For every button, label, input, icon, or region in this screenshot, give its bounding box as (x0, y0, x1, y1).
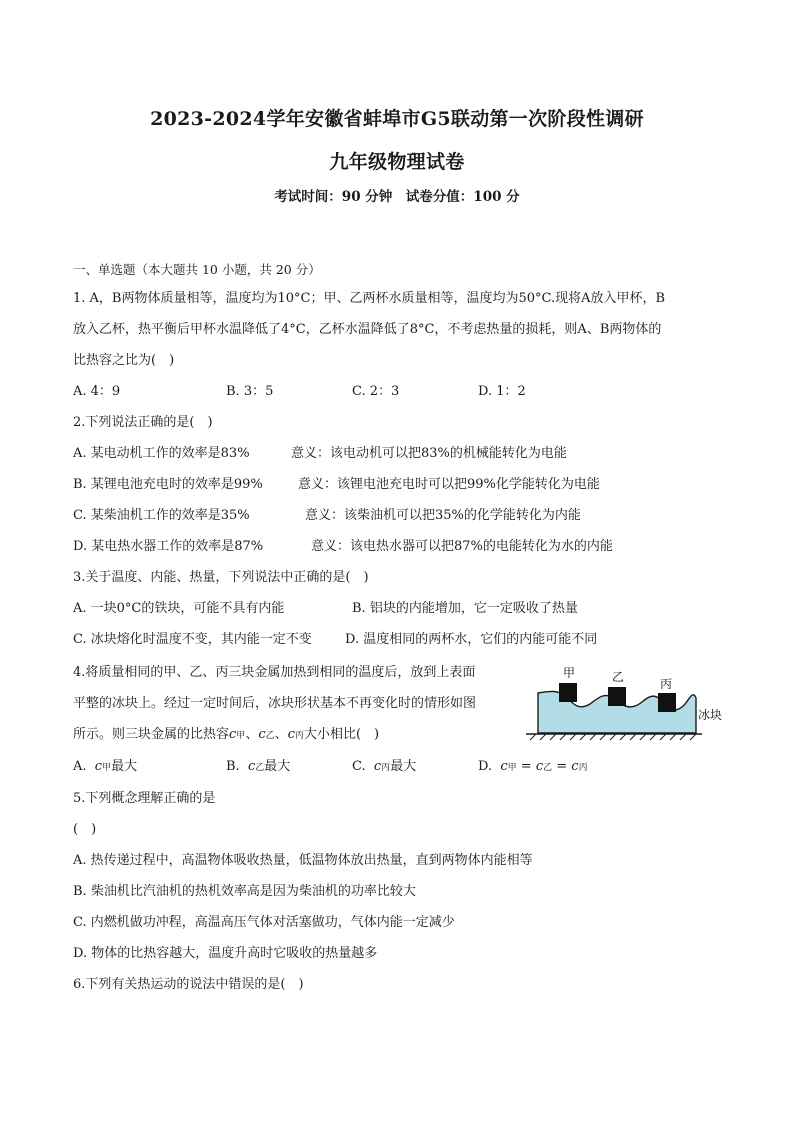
q5-option-c: C. 内燃机做功冲程，高温高压气体对活塞做功，气体内能一定减少 (73, 915, 455, 930)
q6-stem: 6.下列有关热运动的说法中错误的是( ) (73, 977, 304, 992)
ground-hatch (530, 734, 696, 740)
q1-line-3: 比热容之比为( ) (73, 353, 175, 368)
metal-block-bing (658, 693, 676, 712)
exam-subtitle: 九年级物理试卷 (329, 151, 465, 173)
q4-line-3: 所示。则三块金属的比热容c甲、c乙、c丙大小相比( ) (73, 727, 380, 742)
q4-option-a: A. c甲最大 (73, 759, 138, 774)
metal-block-jia (559, 683, 577, 702)
q2-option-d-meaning: 意义：该电热水器可以把87%的电能转化为水的内能 (311, 539, 613, 554)
q5-paren: ( ) (73, 822, 97, 837)
label-jia: 甲 (563, 666, 576, 680)
q2-option-c-meaning: 意义：该柴油机可以把35%的化学能转化为内能 (305, 508, 581, 523)
q2-stem: 2.下列说法正确的是( ) (73, 415, 213, 430)
q5-option-a: A. 热传递过程中，高温物体吸收热量，低温物体放出热量，直到两物体内能相等 (73, 853, 533, 868)
q2-option-a: A. 某电动机工作的效率是83% (73, 446, 250, 461)
q5-option-d: D. 物体的比热容越大，温度升高时它吸收的热量越多 (73, 946, 378, 961)
q1-line-2: 放入乙杯，热平衡后甲杯水温降低了4°C，乙杯水温降低了8°C，不考虑热量的损耗，则A、B两物体的 (73, 322, 662, 337)
q2-option-b-meaning: 意义：该锂电池充电时可以把99%化学能转化为电能 (298, 477, 600, 492)
ice-block-figure (520, 660, 730, 745)
exam-info: 考试时间：90 分钟 试卷分值：100 分 (274, 189, 520, 205)
q4-option-d: D. c甲 = c乙 = c丙 (478, 759, 588, 774)
q2-option-c: C. 某柴油机工作的效率是35% (73, 508, 250, 523)
q5-stem: 5.下列概念理解正确的是 (73, 791, 216, 806)
q1-option-b: B. 3：5 (226, 384, 274, 399)
q5-option-b: B. 柴油机比汽油机的热机效率高是因为柴油机的功率比较大 (73, 884, 416, 899)
q4-option-b: B. c乙最大 (226, 759, 291, 774)
exam-title: 2023-2024学年安徽省蚌埠市G5联动第一次阶段性调研 (150, 108, 644, 130)
q1-option-c: C. 2：3 (352, 384, 400, 399)
q4-option-c: C. c丙最大 (352, 759, 417, 774)
q1-option-d: D. 1：2 (478, 384, 526, 399)
q2-option-a-meaning: 意义：该电动机可以把83%的机械能转化为电能 (291, 446, 567, 461)
q3-option-c: C. 冰块熔化时温度不变，其内能一定不变 (73, 632, 312, 647)
label-yi: 乙 (612, 670, 625, 684)
q4-line-1: 4.将质量相同的甲、乙、丙三块金属加热到相同的温度后，放到上表面 (73, 665, 476, 680)
q4-line-2: 平整的冰块上。经过一定时间后，冰块形状基本不再变化时的情形如图 (73, 696, 477, 711)
q3-option-d: D. 温度相同的两杯水，它们的内能可能不同 (345, 632, 598, 647)
q1-line-1: 1. A，B两物体质量相等，温度均为10°C；甲、乙两杯水质量相等，温度均为50°C.现将A放入甲杯，B (73, 291, 666, 306)
label-ice: 冰块 (698, 708, 723, 722)
section-heading: 一、单选题（本大题共 10 小题，共 20 分） (73, 262, 321, 277)
q3-stem: 3.关于温度、内能、热量，下列说法中正确的是( ) (73, 570, 369, 585)
q3-option-a: A. 一块0°C的铁块，可能不具有内能 (73, 601, 285, 616)
q2-option-b: B. 某锂电池充电时的效率是99% (73, 477, 263, 492)
q3-option-b: B. 铝块的内能增加，它一定吸收了热量 (352, 601, 578, 616)
q2-option-d: D. 某电热水器工作的效率是87% (73, 539, 264, 554)
metal-block-yi (608, 687, 626, 706)
q1-option-a: A. 4：9 (73, 384, 121, 399)
label-bing: 丙 (660, 677, 673, 691)
